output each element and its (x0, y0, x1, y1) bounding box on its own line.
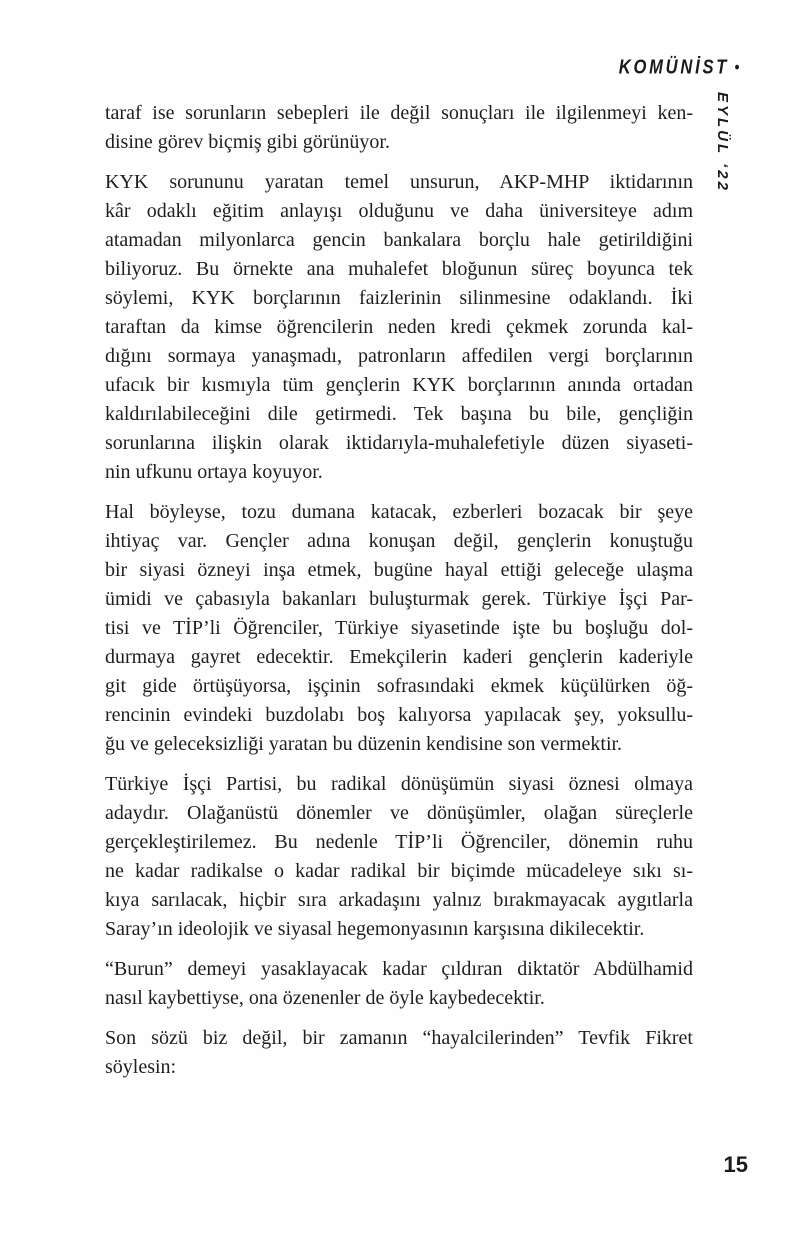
text-line: kaldırılabileceğini dile getirmedi. Tek başına bu bile, gençliğin (105, 403, 693, 425)
text-line: ne kadar radikalse o kadar radikal bir biçimde mücadeleye sıkı sı- (105, 860, 693, 882)
page-number: 15 (723, 1152, 748, 1177)
paragraph (105, 1024, 693, 1082)
text-line: sorunlarına ilişkin olarak iktidarıyla-muhalefetiyle düzen siyaseti- (105, 432, 693, 454)
text-line: Son sözü biz değil, bir zamanın “hayalcilerinden” Tevfik Fikret (105, 1027, 693, 1049)
bullet-icon: • (734, 57, 742, 78)
text-line: disine görev biçmiş gibi görünüyor. (105, 131, 390, 153)
text-line: biliyoruz. Bu örnekte ana muhalefet bloğunun süreç boyunca tek (105, 258, 693, 280)
text-line: Türkiye İşçi Partisi, bu radikal dönüşümün siyasi öznesi olmaya (105, 773, 693, 795)
text-line: bir siyasi özneyi inşa etmek, bugüne hayal ettiği geleceğe ulaşma (105, 559, 693, 581)
text-line: ufacık bir kısmıyla tüm gençlerin KYK borçlarının anında ortadan (105, 374, 693, 396)
text-line: kıya sarılacak, hiçbir sıra arkadaşını yalnız bırakmayacak aygıtlarla (105, 889, 693, 911)
text-line: nin ufkunu ortaya koyuyor. (105, 461, 323, 483)
text-line: git gide örtüşüyorsa, işçinin sofrasındaki ekmek küçülürken öğ- (105, 675, 693, 697)
issue-date-vertical: EYLÜL ‘22 (714, 92, 731, 193)
text-line: adaydır. Olağanüstü dönemler ve dönüşümler, olağan süreçlerle (105, 802, 693, 824)
text-line: “Burun” demeyi yasaklayacak kadar çıldıran diktatör Abdülhamid (105, 958, 693, 980)
paragraph (105, 955, 693, 1013)
text-line: söylesin: (105, 1056, 177, 1078)
paragraph (105, 498, 693, 759)
text-line: tisi ve TİP’li Öğrenciler, Türkiye siyasetinde işte bu boşluğu dol- (105, 617, 693, 639)
text-line: Hal böyleyse, tozu dumana katacak, ezberleri bozacak bir şeye (105, 501, 693, 523)
paragraph (105, 99, 693, 157)
text-line: nasıl kaybettiyse, ona özenenler de öyle kaybedecektir. (105, 987, 545, 1009)
text-line: taraf ise sorunların sebepleri ile değil sonuçları ile ilgilenmeyi ken- (105, 102, 693, 124)
text-line: KYK sorununu yaratan temel unsurun, AKP-MHP iktidarının (105, 171, 693, 193)
text-line: atamadan milyonlarca gencin bankalara borçlu hale getirildiğini (105, 229, 693, 251)
text-line: gerçekleştirilemez. Bu nedenle TİP’li Öğrenciler, dönemin ruhu (105, 831, 693, 853)
text-line: ihtiyaç var. Gençler adına konuşan değil, gençlerin konuştuğu (105, 530, 693, 552)
text-line: kâr odaklı eğitim anlayışı olduğunu ve daha üniversiteye adım (105, 200, 693, 222)
text-line: rencinin evindeki buzdolabı boş kalıyorsa yapılacak şey, yoksullu- (105, 704, 693, 726)
text-line: durmaya gayret edecektir. Emekçilerin kaderi gençlerin kaderiyle (105, 646, 693, 668)
paragraph (105, 770, 693, 944)
text-line: dığını sormaya yanaşmadı, patronların affedilen vergi borçlarının (105, 345, 693, 367)
body-text (105, 99, 693, 1093)
paragraph (105, 168, 693, 487)
text-line: Saray’ın ideolojik ve siyasal hegemonyasının karşısına dikilecektir. (105, 918, 645, 940)
text-line: söylemi, KYK borçlarının faizlerinin silinmesine odaklandı. İki (105, 287, 693, 309)
text-line: ümidi ve çabasıyla bakanları buluşturmak gerek. Türkiye İşçi Par- (105, 588, 693, 610)
text-line: ğu ve geleceksizliği yaratan bu düzenin kendisine son vermektir. (105, 733, 623, 755)
masthead (618, 56, 742, 80)
publication-title: KOMÜNİST (618, 55, 729, 79)
text-line: taraftan da kimse öğrencilerin neden kredi çekmek zorunda kal- (105, 316, 693, 338)
